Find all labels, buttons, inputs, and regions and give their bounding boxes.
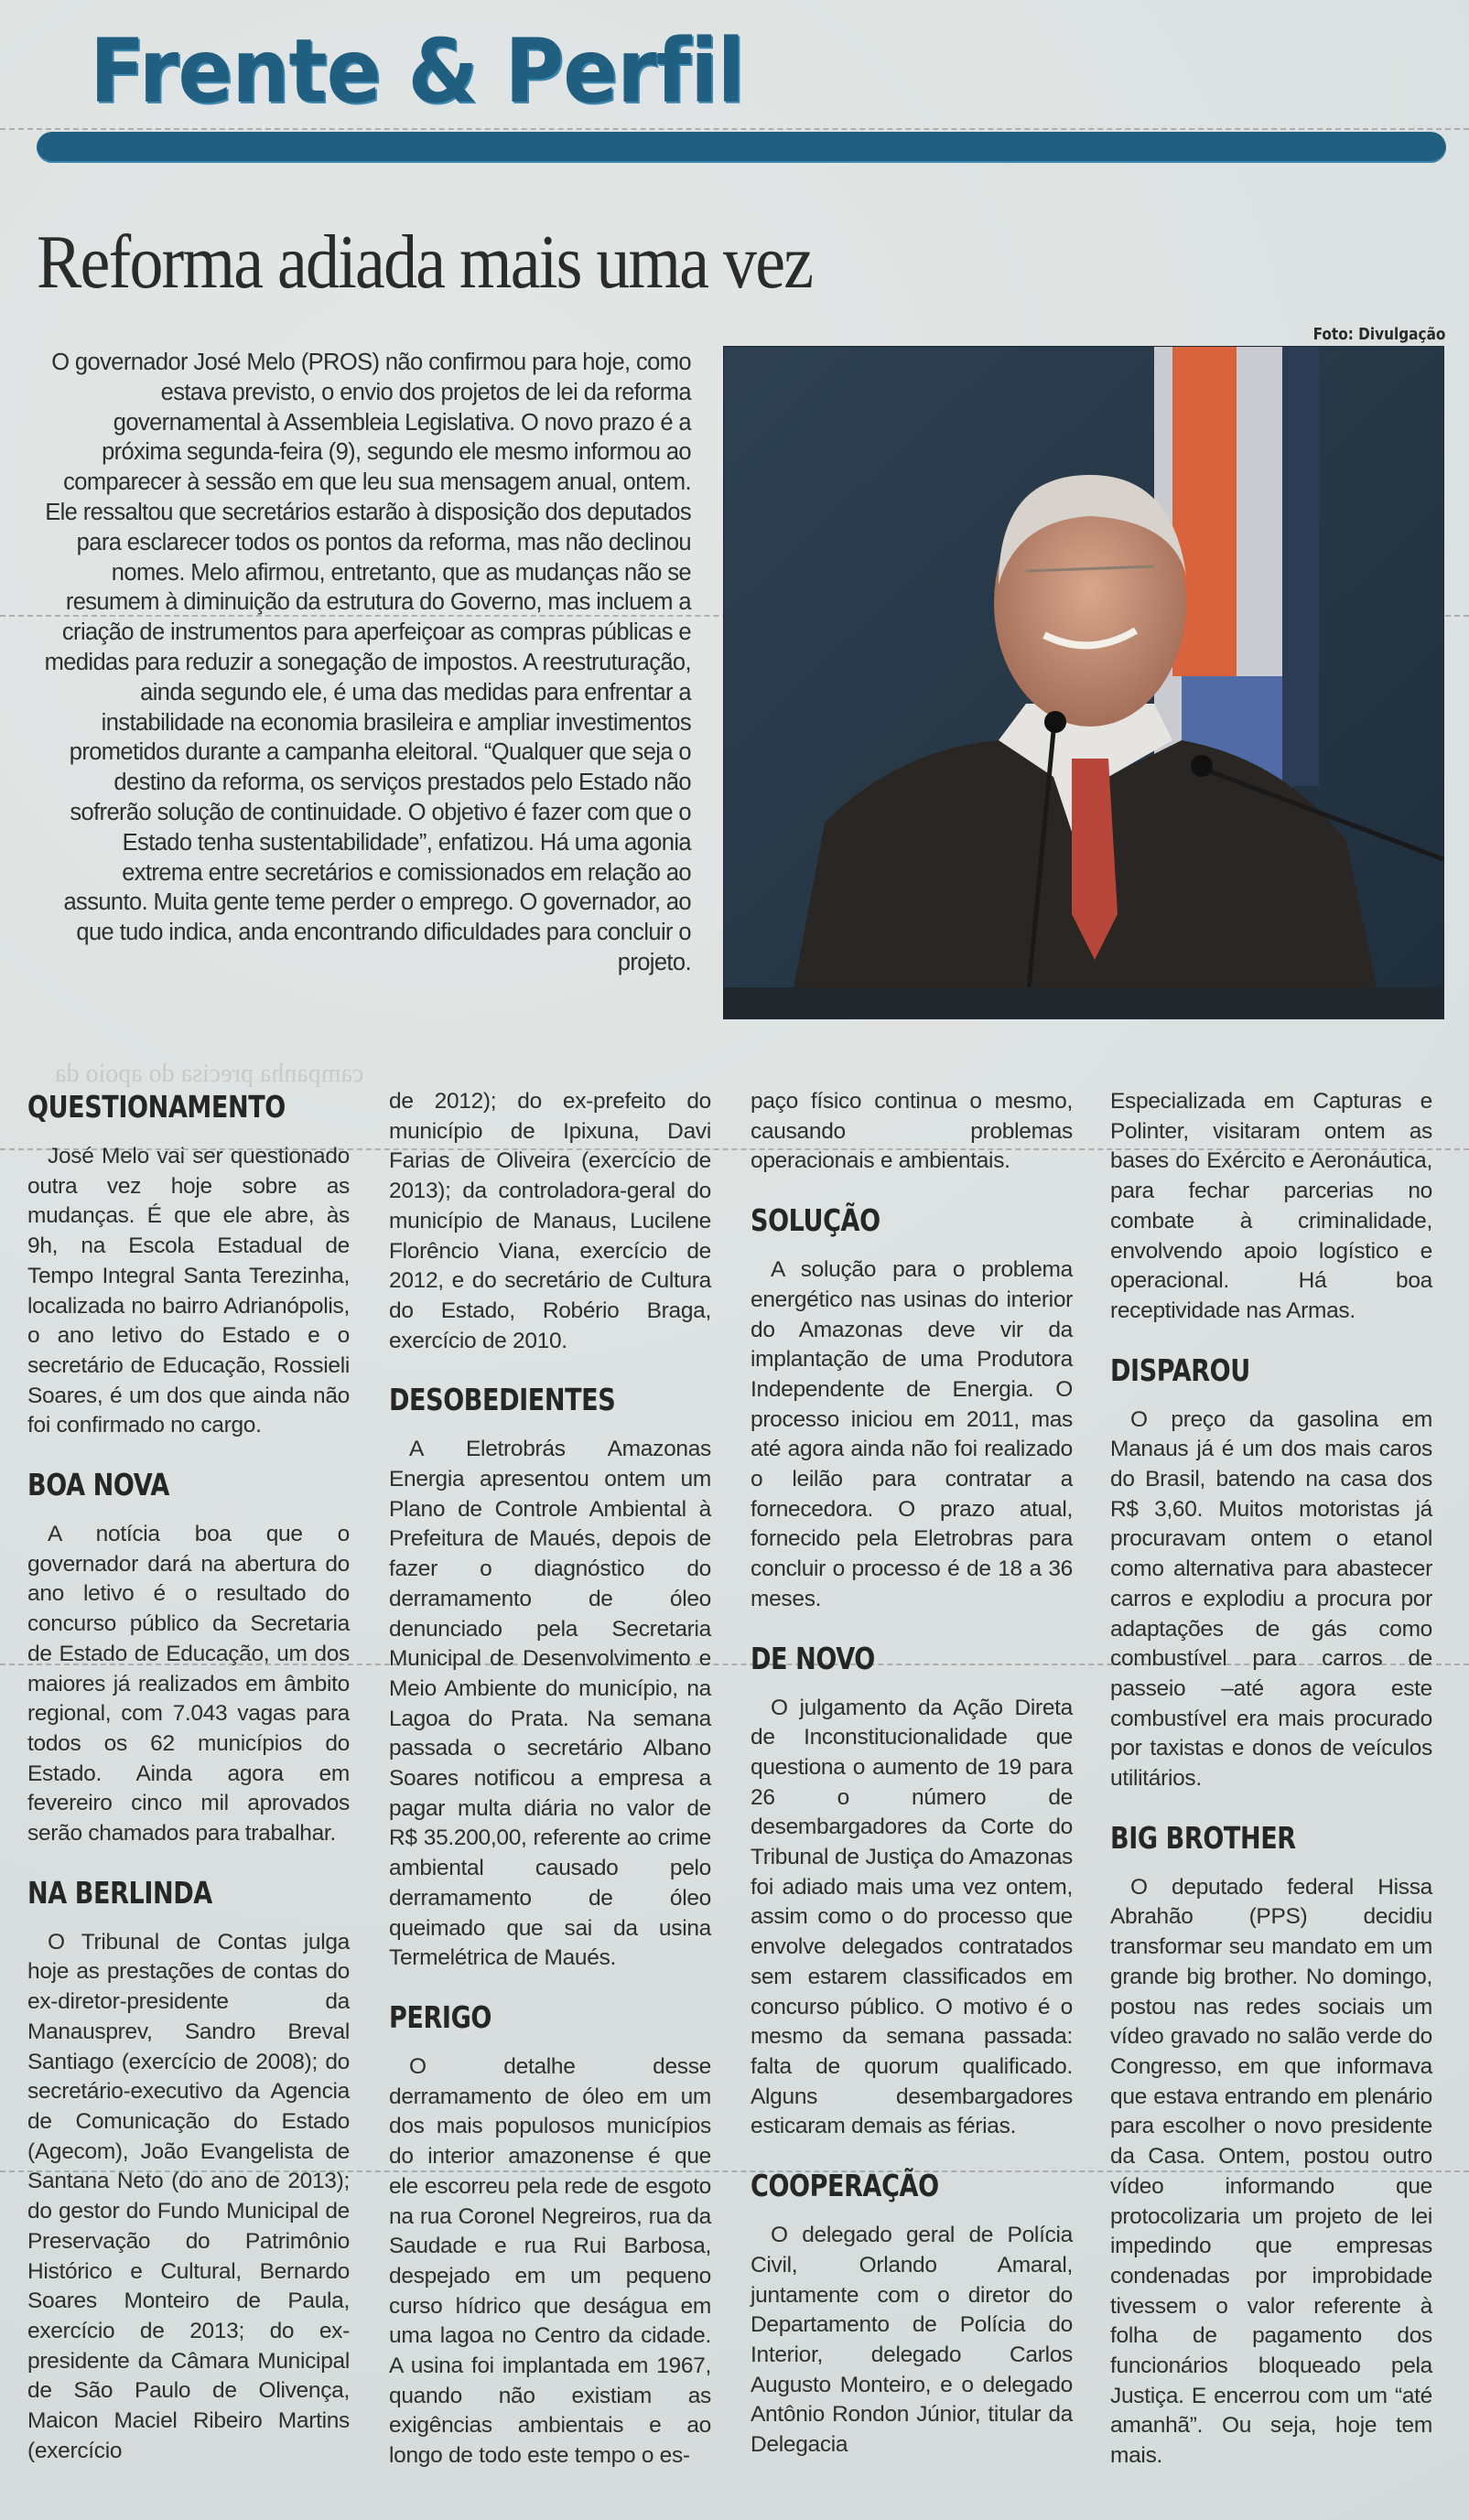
section-title: Frente & Perfil: [90, 20, 745, 123]
note-text: O Tribunal de Contas julga hoje as prestações de contas do ex-diretor-presidente da Manausprev, Sandro Breval Santiago (exercício de 2008); do secretário-executivo da Agencia de Comunicação do Estado (Agecom), João Evangelista de Santana Neto (do ano de 2013); do gestor do Fundo Municipal de Preservação do Patrimônio Histórico e Cultural, Bernardo Soares Monteiro de Paula, exercício de 2013; do ex-presidente da Câmara Municipal de São Paulo de Olivença, Maicon Maciel Ribeiro Martins (exercício: [27, 1929, 350, 2463]
note-heading: DE NOVO: [751, 1640, 875, 1676]
note-text-continued: de 2012); do ex-prefeito do município de Ipixuna, Davi Farias de Oliveira (exercício de 2013); da controladora-geral do município de Manaus, Lucilene Florêncio Viana, exercício de 2012, e do secretário de Cultura do Estado, Robério Braga, exercício de 2010.: [389, 1089, 711, 1353]
article-lead: O governador José Melo (PROS) não confirmou para hoje, como estava previsto, o envio dos projetos de lei da reforma governamental à Assembleia Legislativa. O novo prazo é a próxima segunda-feira (9), segundo ele mesmo informou ao comparecer à sessão em que leu sua mensagem anual, ontem. Ele ressaltou que secretários estarão à disposição dos deputados para esclarecer todos os pontos da reforma, mas não declinou nomes. Melo afirmou, entretanto, que as mudanças não se resumem à diminuição da estrutura do Governo, mas incluem a criação de instrumentos para aperfeiçoar as compras públicas e medidas para reduzir a sonegação de impostos. A reestruturação, ainda segundo ele, é uma das medidas para enfrentar a instabilidade na economia brasileira e ampliar investimentos prometidos durante a campanha eleitoral. “Qualquer que seja o destino da reforma, os serviços prestados pelo Estado não sofrerão solução de continuidade. O objetivo é fazer com que o Estado tenha sustentabilidade”, enfatizou. Há uma agonia extrema entre secretários e comissionados em relação ao assunto. Muita gente teme perder o emprego. O governador, ao que tudo indica, anda encontrando dificuldades para concluir o projeto.: [44, 350, 691, 975]
photo-credit: Foto: Divulgação: [1312, 325, 1445, 344]
note-heading: NA BERLINDA: [27, 1874, 212, 1911]
bleed-through-text: campanha precisa do apoio da: [55, 1060, 364, 1088]
note-heading: QUESTIONAMENTO: [27, 1089, 286, 1125]
note-text-continued: paço físico continua o mesmo, causando problemas operacionais e ambientais.: [751, 1089, 1073, 1174]
notes-column-1: [27, 1089, 350, 2466]
note-text: O julgamento da Ação Direta de Inconstitucionalidade que questiona o aumento de 19 para 26 o número de desembargadores da Corte do Tribunal de Justiça do Amazonas foi adiado mais uma vez ontem, assim como o do processo que envolve delegados contratados sem estarem classificados em concurso público. O motivo é o mesmo da semana passada: falta de quorum qualificado. Alguns desembargadores esticaram demais as férias.: [751, 1695, 1073, 2139]
note-text-continued: Especializada em Capturas e Polinter, visitaram ontem as bases do Exército e Aeronáutica, para fechar parcerias no combate à criminalidade, envolvendo apoio logístico e operacional. Há boa receptividade nas Armas.: [1110, 1089, 1432, 1323]
note-heading: SOLUÇÃO: [751, 1202, 880, 1239]
notes-column-2: [389, 1087, 711, 2472]
notes-column-3: [751, 1087, 1073, 2461]
note-text: O deputado federal Hissa Abrahão (PPS) decidiu transformar seu mandato em um grande big brother. No domingo, postou nas redes sociais um vídeo gravado no salão verde do Congresso, em que informava que estava entrando em plenário para escolher o novo presidente da Casa. Ontem, postou outro vídeo informando que protocolizaria um projeto de lei impedindo que empresas condenadas por improbidade tivessem o valor referente à folha de pagamento dos funcionários bloqueado pela Justiça. E encerrou com um “até amanhã”. Ou seja, hoje tem mais.: [1110, 1874, 1432, 2469]
note-heading: DISPAROU: [1110, 1352, 1250, 1388]
article-headline: Reforma adiada mais uma vez: [37, 220, 813, 305]
note-heading: COOPERAÇÃO: [751, 2168, 939, 2204]
note-text: O delegado geral de Polícia Civil, Orlando Amaral, juntamente com o diretor do Departamento de Polícia do Interior, delegado Carlos Augusto Monteiro, e o delegado Antônio Rondon Júnior, titular da Delegacia: [751, 2223, 1073, 2458]
note-heading: DESOBEDIENTES: [389, 1382, 616, 1418]
note-text: A solução para o problema energético nas usinas do interior do Amazonas deve vir da implantação de uma Produtora Independente de Energia. O processo iniciou em 2011, mas até agora ainda não foi realizado o leilão para contratar a fornecedora. O prazo atual, fornecido pela Eletrobras para concluir o processo é de 18 a 36 meses.: [751, 1257, 1073, 1611]
note-heading: BIG BROTHER: [1110, 1819, 1296, 1856]
governor-photo: [723, 346, 1444, 1019]
section-header-bar: [37, 132, 1446, 163]
note-text: A Eletrobrás Amazonas Energia apresentou ontem um Plano de Controle Ambiental à Prefeitura de Maués, depois de fazer o diagnóstico do derramamento de óleo denunciado pela Secretaria Municipal de Desenvolvimento e Meio Ambiente do município, na Lagoa do Prata. Na semana passada o secretário Albano Soares notificou a empresa a pagar multa diária no valor de R$ 35.200,00, referente ao crime ambiental causado pelo derramamento de óleo queimado que sai da usina Termelétrica de Maués.: [389, 1437, 711, 1971]
portrait-photo-icon: [724, 347, 1443, 1018]
fold-line: [0, 128, 1469, 130]
notes-column-4: [1110, 1087, 1432, 2472]
note-text: O detalhe desse derramamento de óleo em um dos mais populosos municípios do interior amazonense é que ele escorreu pela rede de esgoto na rua Coronel Negreiros, rua da Saudade e rua Rui Barbosa, despejado em um pequeno curso hídrico que deságua em uma lagoa no Centro da cidade. A usina foi implantada em 1967, quando não existiam as exigências ambientais e ao longo de todo este tempo o es-: [389, 2053, 711, 2469]
note-text: José Melo vai ser questionado outra vez hoje sobre as mudanças. É que ele abre, às 9h, na Escola Estadual de Tempo Integral Santa Terezinha, localizada no bairro Adrianópolis, o ano letivo do Estado e o secretário de Educação, Rossieli Soares, é um dos que ainda não foi confirmado no cargo.: [27, 1144, 350, 1438]
note-text: O preço da gasolina em Manaus já é um dos mais caros do Brasil, batendo na casa dos R$ 3,60. Muitos motoristas já procuravam ontem o etanol como alternativa para abastecer carros e explodiu a procura por adaptações de gás como combustível para carros de passeio –até agora este combustível era mais procurado por taxistas e donos de veículos utilitários.: [1110, 1406, 1432, 1792]
note-text: A notícia boa que o governador dará na abertura do ano letivo é o resultado do concurso público da Secretaria de Estado de Educação, um dos maiores já realizados em âmbito regional, com 7.043 vagas para todos os 62 municípios do Estado. Ainda agora em fevereiro cinco mil aprovados serão chamados para trabalhar.: [27, 1522, 350, 1847]
note-heading: PERIGO: [389, 1998, 491, 2035]
note-heading: BOA NOVA: [27, 1467, 169, 1503]
